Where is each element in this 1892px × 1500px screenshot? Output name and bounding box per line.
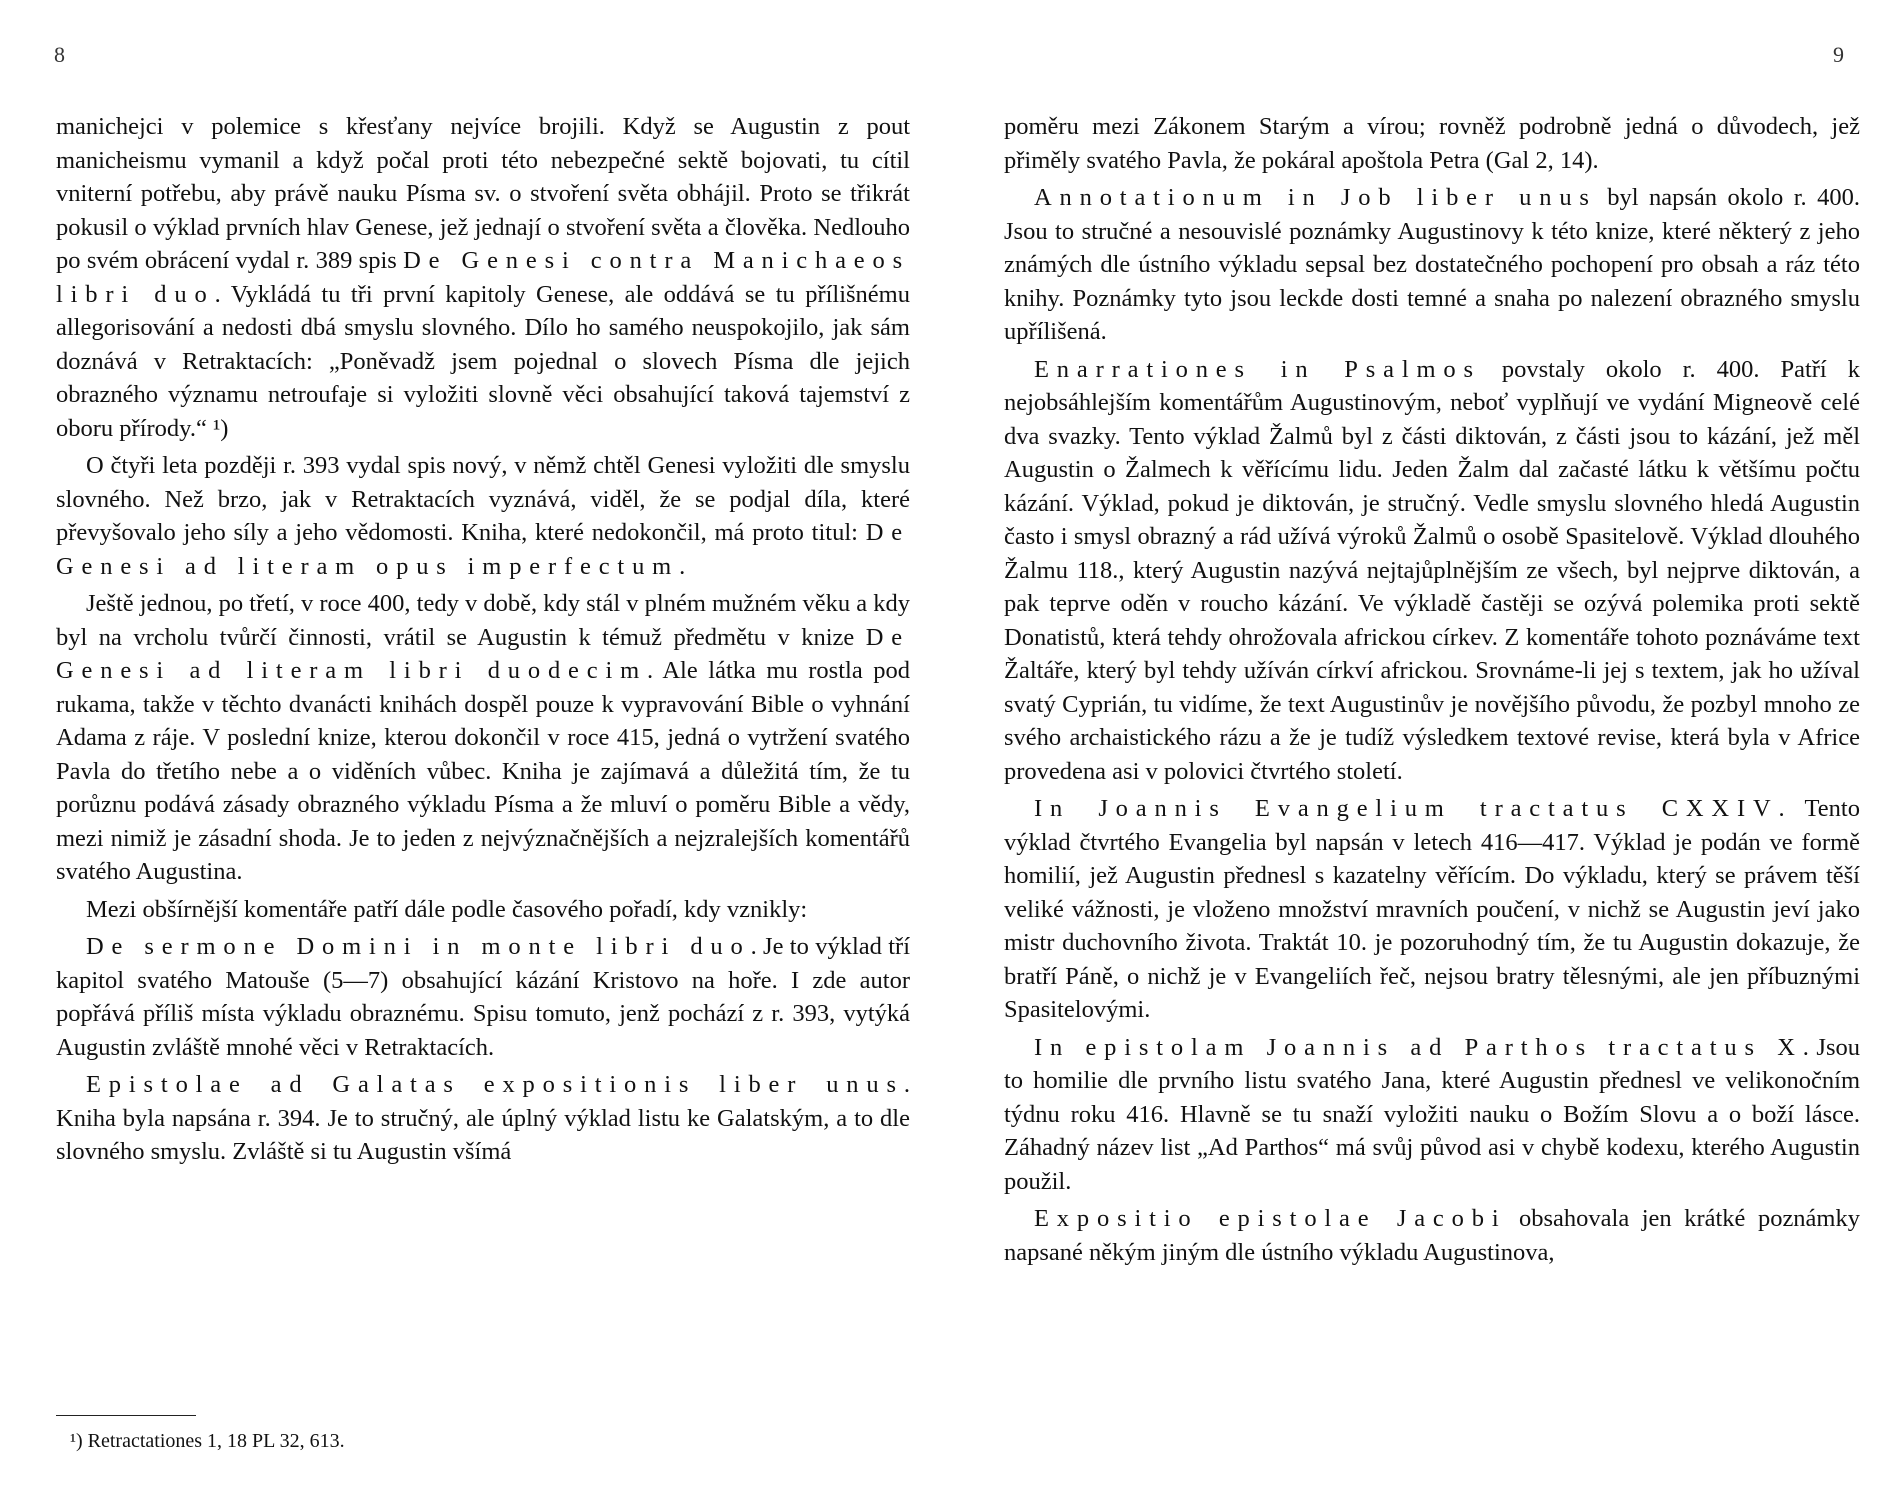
text-run: . Ale látka mu rostla pod rukama, takže v těchto dvanácti knihách dospěl pouze k vypravování Bible o vyhnání Adama z ráje. V poslední knize, kterou dokončil v roce 415, jedná o vytržení svatého Pavla do třetího nebe a o viděních vůbec. Kniha je zajímavá a důležitá tím, že tu porůznu podává zásady obrazného výkladu Písma a že mluví o poměru Bible a vědy, mezi nimiž je zásadní shoda. Je to jeden z nejvýznačnějších a nejzralejších komentářů svatého Augustina. <box>56 657 910 885</box>
paragraph <box>1004 353 1860 789</box>
page-body <box>1004 110 1860 1269</box>
paragraph <box>1004 110 1860 177</box>
text-run: manichejci v polemice s křesťany nejvíce brojili. Když se Augustin z pout manicheismu vymanil a když počal proti této nebezpečné sektě bojovati, tu cítil vniterní potřebu, aby právě nauku Písma sv. o stvoření světa obhájil. Proto se třikrát pokusil o výklad prvních hlav Genese, jež jednají o stvoření světa a člověka. Nedlouho po svém obrácení vydal r. 389 spis <box>56 113 910 274</box>
text-run: byl napsán okolo r. 400. Jsou to stručné a nesouvislé poznámky Augustinovy k této knize, které některý z jeho známých dle ústního výkladu sepsal bez dostatečného pochopení pro obsah a ráz této knihy. Poznámky tyto jsou leckde dosti temné a snaha po nalezení obrazného smyslu upřílišená. <box>1004 184 1860 345</box>
text-run: povstaly okolo r. 400. Patří k nejobsáhlejším komentářům Augustinovým, neboť vyplňují ve vydání Migneově celé dva svazky. Tento výklad Žalmů byl z části diktován, z části jsou to kázání, jež měl Augustin o Žalmech k věřícímu lidu. Jeden Žalm dal začasté látku k většímu počtu kázání. Výklad, pokud je diktován, je stručný. Vedle smyslu slovného hledá Augustin často i smysl obrazný a rád užívá výroků Žalmů o osobě Spasitelově. Výklad dlouhého Žalmu 118., který Augustin nazývá nejtajůplnějším ze všech, byl nejprve diktován, a pak teprve oděn v roucho kázání. Ve výkladě častěji se ozývá polemika proti sektě Donatistů, která tehdy ohrožovala africkou církev. Z komentáře tohoto poznáváme text Žaltáře, který byl tehdy užíván církví africkou. Srovnáme-li jej s textem, jak ho užíval svatý Cyprián, tu vidíme, že text Augustinův je novějšího původu, že pozbyl mnoho ze svého archaistického rázu a že je tudíž výsledkem textové revise, která byla v Africe provedena asi v polovici čtvrtého století. <box>1004 355 1860 785</box>
work-title: De Genesi ad literam opus imperfectum <box>56 519 910 580</box>
text-run: . Kniha byla napsána r. 394. Je to stručný, ale úplný výklad listu ke Galatským, a to dle slovného smyslu. Zvláště si tu Augustin všímá <box>56 1071 910 1165</box>
work-title: De Genesi ad literam libri duodecim <box>56 623 910 684</box>
work-title: In Joannis Evangelium tractatus CXXIV <box>1034 795 1779 822</box>
text-run: obsahovala jen krátké poznámky napsané někým jiným dle ústního výkladu Augustinova, <box>1004 1205 1860 1266</box>
footnote: ¹) Retractationes 1, 18 PL 32, 613. <box>70 1430 345 1452</box>
work-title: De sermone Domini in monte libri duo <box>86 933 751 960</box>
paragraph <box>1004 792 1860 1027</box>
paragraph <box>56 1068 910 1169</box>
work-title: Epistolae ad Galatas expositionis liber unus <box>86 1071 904 1098</box>
work-title: In epistolam Joannis ad Parthos tractatus X <box>1034 1033 1803 1061</box>
paragraph <box>1004 181 1860 349</box>
text-run: . Jsou to homilie dle prvního listu svatého Jana, které Augustin přednesl ve velikonočním týdnu roku 416. Hlavně se tu snaží vyložiti nauku o Božím Slovu a o boží lásce. Záhadný název list „Ad Parthos“ má svůj původ asi v chybě kodexu, kterého Augustin použil. <box>1004 1033 1861 1195</box>
page-number: 8 <box>54 42 65 67</box>
text-run: . Je to výklad tří kapitol svatého Matouše (5—7) obsahující kázání Kristovo na hoře. I zde autor popřává příliš místa výkladu obraznému. Spisu tomuto, jenž pochází z r. 393, vytýká Augustin zvláště mnohé věci v Retraktacích. <box>56 933 911 1061</box>
text-run: . <box>679 552 686 580</box>
paragraph <box>56 930 910 1064</box>
paragraph <box>56 110 910 445</box>
text-run: Ještě jednou, po třetí, v roce 400, tedy v době, kdy stál v plném mužném věku a kdy byl na vrcholu tvůrčí činnosti, vrátil se Augustin k témuž předmětu v knize <box>56 590 910 651</box>
text-run: Mezi obšírnější komentáře patří dále podle časového pořadí, kdy vznikly: <box>86 895 808 923</box>
paragraph <box>56 449 910 583</box>
paragraph <box>56 587 910 889</box>
text-run: . Vykládá tu tři první kapitoly Genese, ale oddává se tu přílišnému allegorisování a nedosti dbá smyslu slovného. Dílo ho samého neuspokojilo, jak sám doznává v Retraktacích: „Poněvadž jsem pojednal o slovech Písma dle jejich obrazného významu netroufaje si vyložiti slovně věci obsahující taková tajemství z oboru přírody.“ ¹) <box>56 280 910 442</box>
paragraph <box>1004 1202 1860 1269</box>
text-run: poměru mezi Zákonem Starým a vírou; rovněž podrobně jedná o důvodech, jež přiměly svatého Pavla, že pokáral apoštola Petra (Gal 2, 14). <box>1004 113 1860 174</box>
paragraph <box>56 893 910 927</box>
footnote-rule <box>56 1415 196 1416</box>
work-title: Expositio epistolae Jacobi <box>1034 1205 1507 1232</box>
text-run: O čtyři leta později r. 393 vydal spis nový, v němž chtěl Genesi vyložiti dle smyslu slovného. Než brzo, jak v Retraktacích vyznává, viděl, že se podjal díla, které převyšovalo jeho síly a jeho vědomosti. Kniha, které nedokončil, má proto titul: <box>56 452 910 546</box>
paragraph <box>1004 1031 1860 1199</box>
page-body <box>56 110 910 1169</box>
work-title: De Genesi contra Manichaeos libri duo <box>56 247 910 308</box>
work-title: Enarrationes in Psalmos <box>1034 355 1481 383</box>
work-title: Annotationum in Job liber unus <box>1034 184 1597 211</box>
page-number: 9 <box>1833 42 1844 67</box>
text-run: . Tento výklad čtvrtého Evangelia byl napsán v letech 416—417. Výklad je podán ve formě homilií, jež Augustin přednesl s kazatelny věřícím. Do výkladu, který se právem těší veliké vážnosti, je vloženo množství mravních poučení, v nichž se Augustin jeví jako mistr duchovního života. Traktát 10. je pozoruhodný tím, že tu Augustin dokazuje, že bratří Páně, o nichž je v Evangeliích řeč, nejsou bratry tělesnými, ale jen příbuznými Spasitelovými. <box>1004 795 1860 1023</box>
right-page <box>946 0 1892 1500</box>
